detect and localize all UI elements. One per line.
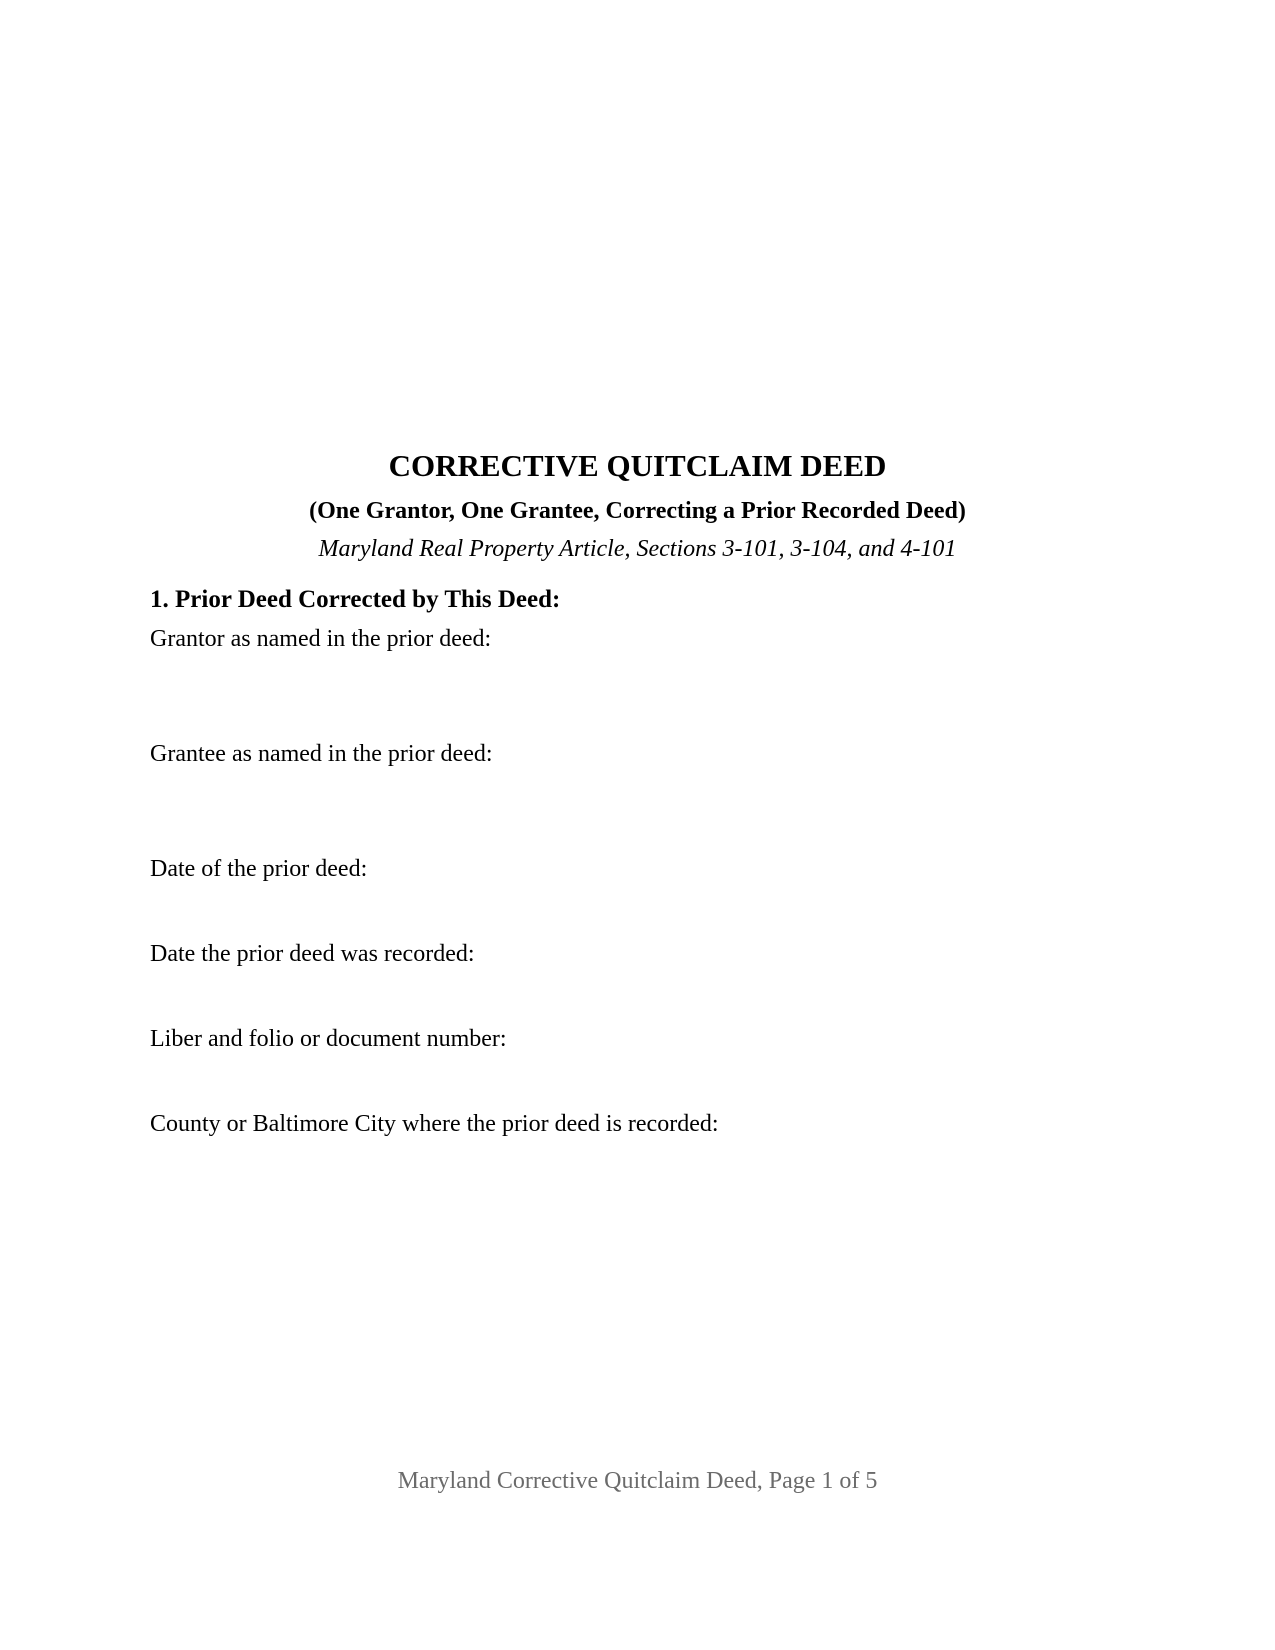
page-footer: Maryland Corrective Quitclaim Deed, Page 1 of 5 <box>397 1468 878 1494</box>
section-heading-prior-deed: 1. Prior Deed Corrected by This Deed: <box>150 586 561 613</box>
document-title: CORRECTIVE QUITCLAIM DEED <box>388 448 887 483</box>
field-label-prior-deed-date: Date of the prior deed: <box>150 856 368 882</box>
document-subtitle: (One Grantor, One Grantee, Correcting a Prior Recorded Deed) <box>309 498 966 524</box>
field-label-prior-grantor: Grantor as named in the prior deed: <box>150 626 492 652</box>
field-label-county: County or Baltimore City where the prior deed is recorded: <box>150 1111 719 1137</box>
field-label-recording-date: Date the prior deed was recorded: <box>150 941 475 967</box>
statute-citation: Maryland Real Property Article, Sections 3-101, 3-104, and 4-101 <box>318 536 957 562</box>
field-label-liber-folio: Liber and folio or document number: <box>150 1026 507 1052</box>
field-label-prior-grantee: Grantee as named in the prior deed: <box>150 741 493 767</box>
